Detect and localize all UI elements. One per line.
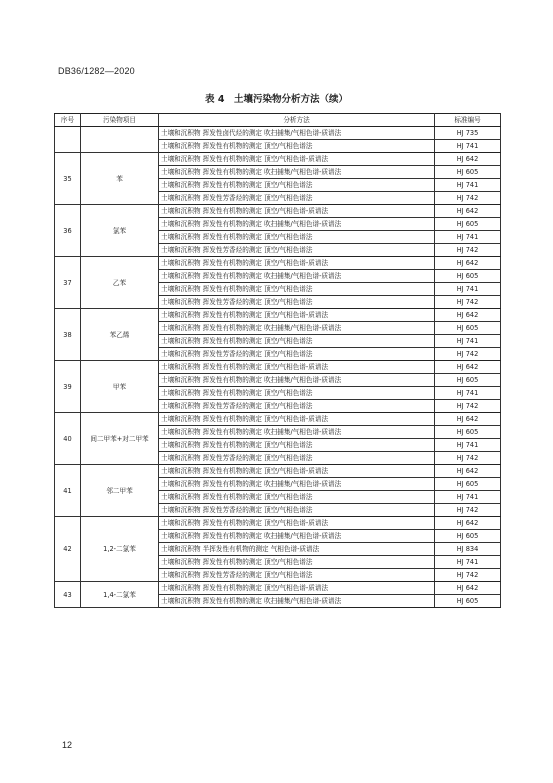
row-standard: HJ 605 [435, 322, 501, 335]
table-row [55, 127, 501, 140]
row-method: 土壤和沉积物 挥发性有机物的测定 顶空/气相色谱法 [159, 556, 435, 569]
row-method: 土壤和沉积物 挥发性芳香烃的测定 顶空/气相色谱法 [159, 296, 435, 309]
row-standard: HJ 605 [435, 218, 501, 231]
row-pollutant: 苯乙烯 [81, 309, 159, 361]
row-standard: HJ 742 [435, 244, 501, 257]
row-method: 土壤和沉积物 挥发性有机物的测定 顶空/气相色谱-质谱法 [159, 257, 435, 270]
row-standard: HJ 605 [435, 478, 501, 491]
row-pollutant: 苯 [81, 153, 159, 205]
row-pollutant: 1,4-二氯苯 [81, 582, 159, 608]
row-seq: 37 [55, 257, 81, 309]
row-seq: 35 [55, 153, 81, 205]
row-method: 土壤和沉积物 挥发性有机物的测定 顶空/气相色谱法 [159, 491, 435, 504]
table-header-row [55, 114, 501, 127]
row-method: 土壤和沉积物 挥发性芳香烃的测定 顶空/气相色谱法 [159, 400, 435, 413]
row-method: 土壤和沉积物 挥发性有机物的测定 顶空/气相色谱-质谱法 [159, 465, 435, 478]
row-method: 土壤和沉积物 挥发性芳香烃的测定 顶空/气相色谱法 [159, 452, 435, 465]
row-standard: HJ 742 [435, 504, 501, 517]
row-standard: HJ 742 [435, 192, 501, 205]
row-standard: HJ 741 [435, 283, 501, 296]
row-method: 土壤和沉积物 挥发性芳香烃的测定 顶空/气相色谱法 [159, 192, 435, 205]
row-method: 土壤和沉积物 挥发性有机物的测定 顶空/气相色谱法 [159, 439, 435, 452]
header-standard: 标准编号 [435, 114, 501, 127]
row-method: 土壤和沉积物 挥发性有机物的测定 吹扫捕集/气相色谱-质谱法 [159, 166, 435, 179]
row-pollutant: 氯苯 [81, 205, 159, 257]
row-standard: HJ 642 [435, 153, 501, 166]
row-method: 土壤和沉积物 挥发性有机物的测定 吹扫捕集/气相色谱-质谱法 [159, 595, 435, 608]
row-method: 土壤和沉积物 挥发性有机物的测定 顶空/气相色谱法 [159, 387, 435, 400]
row-seq: 36 [55, 205, 81, 257]
row-standard: HJ 741 [435, 439, 501, 452]
row-standard: HJ 642 [435, 205, 501, 218]
row-standard: HJ 605 [435, 530, 501, 543]
row-standard: HJ 742 [435, 400, 501, 413]
document-code: DB36/1282—2020 [58, 66, 135, 76]
row-pollutant: 间二甲苯+对二甲苯 [81, 413, 159, 465]
table-row [55, 361, 501, 374]
table-row [55, 517, 501, 530]
row-standard: HJ 605 [435, 426, 501, 439]
row-standard: HJ 642 [435, 582, 501, 595]
row-method: 土壤和沉积物 挥发性有机物的测定 顶空/气相色谱-质谱法 [159, 361, 435, 374]
table-row [55, 582, 501, 595]
row-standard: HJ 834 [435, 543, 501, 556]
row-pollutant [81, 127, 159, 153]
row-method: 土壤和沉积物 挥发性卤代烃的测定 吹扫捕集/气相色谱-质谱法 [159, 127, 435, 140]
row-standard: HJ 642 [435, 413, 501, 426]
row-method: 土壤和沉积物 挥发性有机物的测定 顶空/气相色谱-质谱法 [159, 582, 435, 595]
table-title: 表 4 土壤污染物分析方法（续） [205, 94, 348, 105]
table-row [55, 153, 501, 166]
row-standard: HJ 642 [435, 309, 501, 322]
row-standard: HJ 741 [435, 387, 501, 400]
row-method: 土壤和沉积物 挥发性有机物的测定 顶空/气相色谱法 [159, 179, 435, 192]
header-seq: 序号 [55, 114, 81, 127]
row-method: 土壤和沉积物 挥发性芳香烃的测定 顶空/气相色谱法 [159, 569, 435, 582]
row-pollutant: 甲苯 [81, 361, 159, 413]
table-row [55, 309, 501, 322]
header-item: 污染物项目 [81, 114, 159, 127]
row-standard: HJ 742 [435, 452, 501, 465]
row-standard: HJ 642 [435, 257, 501, 270]
table-row [55, 257, 501, 270]
row-standard: HJ 742 [435, 569, 501, 582]
row-method: 土壤和沉积物 半挥发性有机物的测定 气相色谱-质谱法 [159, 543, 435, 556]
row-method: 土壤和沉积物 挥发性有机物的测定 吹扫捕集/气相色谱-质谱法 [159, 478, 435, 491]
row-standard: HJ 642 [435, 361, 501, 374]
row-method: 土壤和沉积物 挥发性有机物的测定 顶空/气相色谱-质谱法 [159, 205, 435, 218]
row-standard: HJ 605 [435, 270, 501, 283]
row-pollutant: 邻二甲苯 [81, 465, 159, 517]
row-standard: HJ 605 [435, 595, 501, 608]
row-standard: HJ 741 [435, 335, 501, 348]
row-pollutant: 乙苯 [81, 257, 159, 309]
row-method: 土壤和沉积物 挥发性有机物的测定 吹扫捕集/气相色谱-质谱法 [159, 218, 435, 231]
row-standard: HJ 735 [435, 127, 501, 140]
row-seq: 42 [55, 517, 81, 582]
analysis-method-table [54, 113, 501, 608]
table-row [55, 413, 501, 426]
row-standard: HJ 741 [435, 179, 501, 192]
row-pollutant: 1,2-二氯苯 [81, 517, 159, 582]
row-seq: 38 [55, 309, 81, 361]
row-standard: HJ 642 [435, 517, 501, 530]
row-standard: HJ 741 [435, 556, 501, 569]
row-seq [55, 127, 81, 153]
row-method: 土壤和沉积物 挥发性有机物的测定 吹扫捕集/气相色谱-质谱法 [159, 270, 435, 283]
header-method: 分析方法 [159, 114, 435, 127]
row-method: 土壤和沉积物 挥发性有机物的测定 顶空/气相色谱法 [159, 231, 435, 244]
row-method: 土壤和沉积物 挥发性有机物的测定 顶空/气相色谱-质谱法 [159, 309, 435, 322]
row-standard: HJ 605 [435, 374, 501, 387]
row-method: 土壤和沉积物 挥发性芳香烃的测定 顶空/气相色谱法 [159, 348, 435, 361]
table-body [55, 127, 501, 608]
row-seq: 43 [55, 582, 81, 608]
row-method: 土壤和沉积物 挥发性芳香烃的测定 顶空/气相色谱法 [159, 244, 435, 257]
row-seq: 40 [55, 413, 81, 465]
row-method: 土壤和沉积物 挥发性有机物的测定 顶空/气相色谱-质谱法 [159, 153, 435, 166]
row-method: 土壤和沉积物 挥发性有机物的测定 吹扫捕集/气相色谱-质谱法 [159, 530, 435, 543]
row-standard: HJ 742 [435, 296, 501, 309]
row-standard: HJ 605 [435, 166, 501, 179]
row-method: 土壤和沉积物 挥发性芳香烃的测定 顶空/气相色谱法 [159, 504, 435, 517]
row-standard: HJ 741 [435, 140, 501, 153]
row-method: 土壤和沉积物 挥发性有机物的测定 顶空/气相色谱法 [159, 335, 435, 348]
row-method: 土壤和沉积物 挥发性有机物的测定 吹扫捕集/气相色谱-质谱法 [159, 322, 435, 335]
row-method: 土壤和沉积物 挥发性有机物的测定 吹扫捕集/气相色谱-质谱法 [159, 426, 435, 439]
row-method: 土壤和沉积物 挥发性有机物的测定 顶空/气相色谱-质谱法 [159, 413, 435, 426]
table-row [55, 205, 501, 218]
row-method: 土壤和沉积物 挥发性有机物的测定 吹扫捕集/气相色谱-质谱法 [159, 374, 435, 387]
row-standard: HJ 741 [435, 491, 501, 504]
row-seq: 41 [55, 465, 81, 517]
row-standard: HJ 742 [435, 348, 501, 361]
row-method: 土壤和沉积物 挥发性有机物的测定 顶空/气相色谱法 [159, 283, 435, 296]
page-number: 12 [62, 740, 73, 750]
row-standard: HJ 741 [435, 231, 501, 244]
row-method: 土壤和沉积物 挥发性有机物的测定 顶空/气相色谱-质谱法 [159, 517, 435, 530]
row-seq: 39 [55, 361, 81, 413]
row-method: 土壤和沉积物 挥发性有机物的测定 顶空/气相色谱法 [159, 140, 435, 153]
row-standard: HJ 642 [435, 465, 501, 478]
table-row [55, 465, 501, 478]
